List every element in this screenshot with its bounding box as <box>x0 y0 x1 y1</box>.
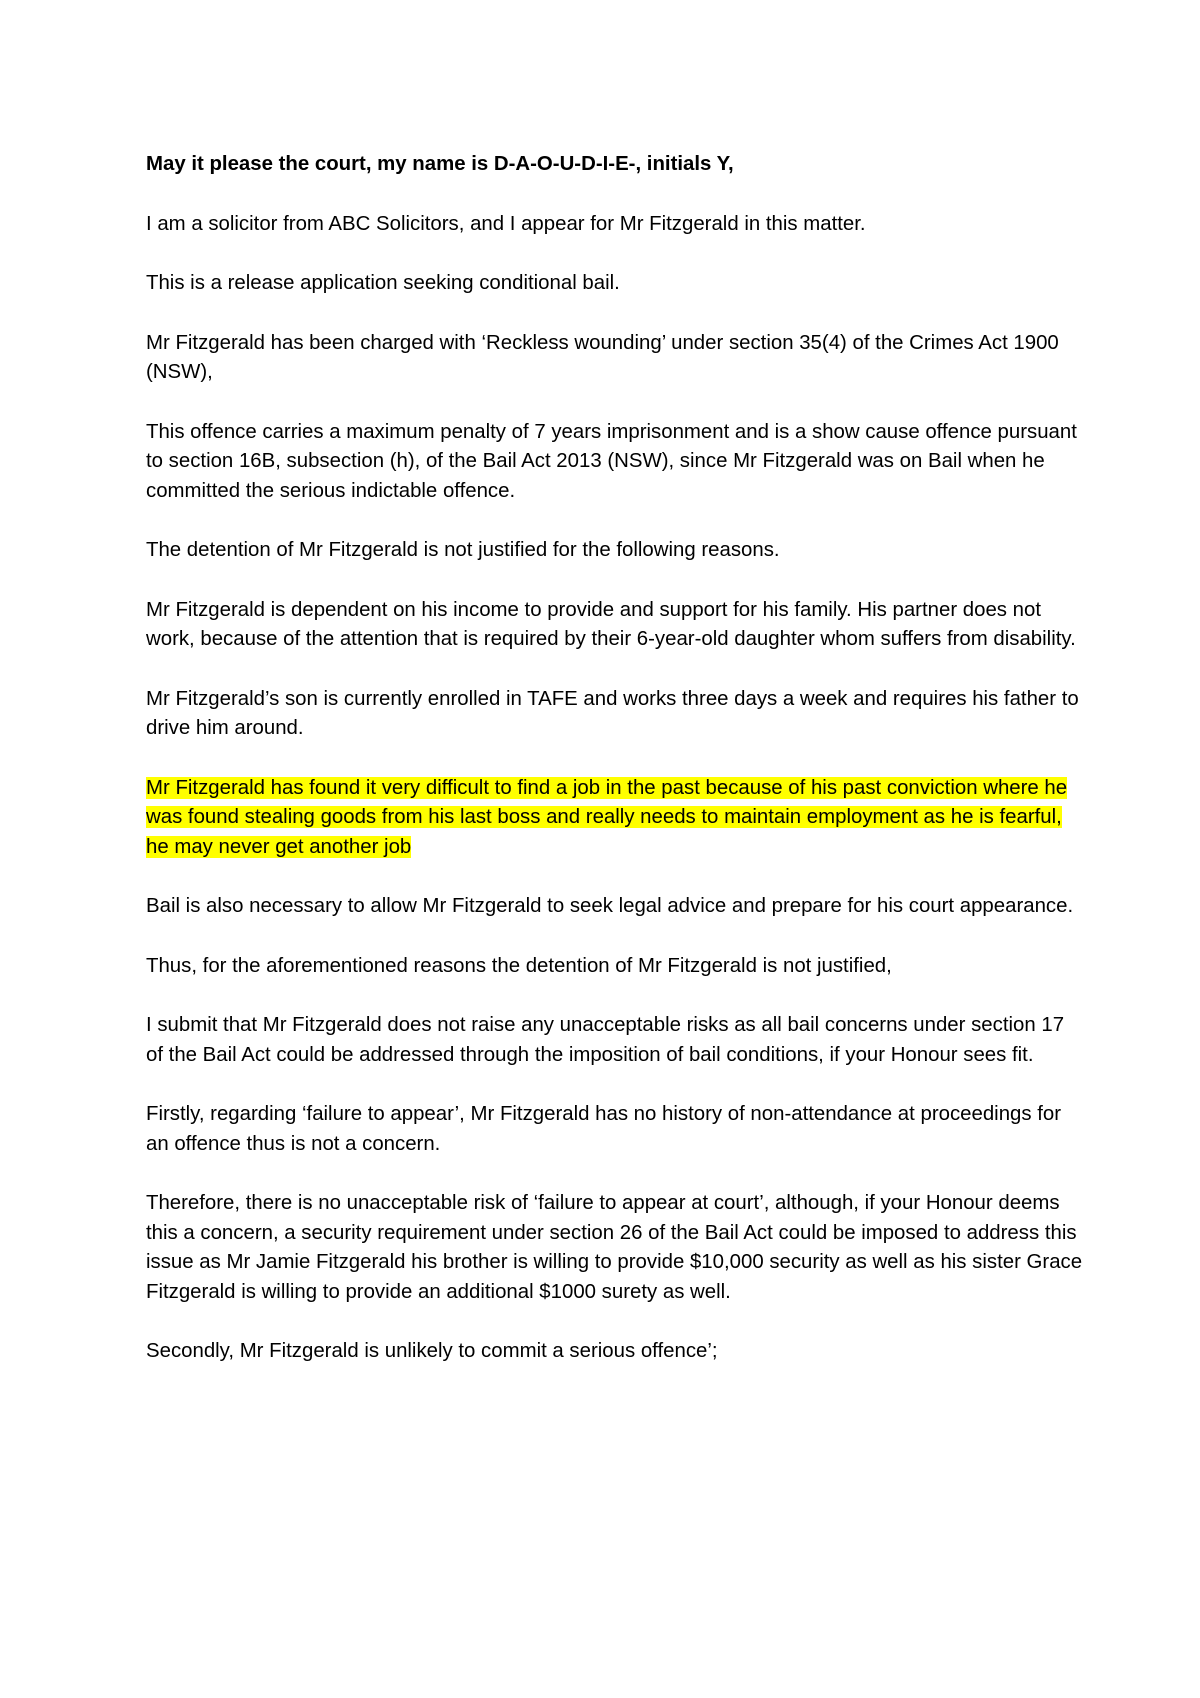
paragraph-text: Mr Fitzgerald’s son is currently enrolled in TAFE and works three days a week and requires his father to drive him around. <box>146 687 1079 739</box>
paragraph-text: May it please the court, my name is D-A-O-U-D-I-E-, initials Y, <box>146 153 734 175</box>
paragraph-application <box>146 269 1086 299</box>
paragraph-security-requirement <box>146 1189 1086 1307</box>
paragraph-charge <box>146 329 1086 388</box>
paragraph-text: Mr Fitzgerald is dependent on his income to provide and support for his family. His partner does not work, because of the attention that is required by their 6-year-old daughter whom suffers from disability. <box>146 598 1076 650</box>
paragraph-failure-to-appear <box>146 1100 1086 1159</box>
paragraph-text: Thus, for the aforementioned reasons the detention of Mr Fitzgerald is not justified, <box>146 954 892 977</box>
document-body <box>146 150 1086 1397</box>
paragraph-detention-not-justified <box>146 536 1086 566</box>
paragraph-son <box>146 685 1086 744</box>
paragraph-unacceptable-risks <box>146 1011 1086 1070</box>
paragraph-legal-advice <box>146 892 1086 922</box>
paragraph-employment-highlighted <box>146 774 1086 863</box>
paragraph-appearance <box>146 210 1086 240</box>
paragraph-text: Firstly, regarding ‘failure to appear’, Mr Fitzgerald has no history of non-attendance at proceedings for an offence thus is not a concern. <box>146 1103 1062 1155</box>
paragraph-text: This offence carries a maximum penalty of 7 years imprisonment and is a show cause offence pursuant to section 16B, subsection (h), of the Bail Act 2013 (NSW), since Mr Fitzgerald was on Bail when he committed the serious indictable offence. <box>146 420 1077 502</box>
paragraph-text: Secondly, Mr Fitzgerald is unlikely to commit a serious offence’; <box>146 1340 718 1362</box>
paragraph-family-income <box>146 596 1086 655</box>
paragraph-text: The detention of Mr Fitzgerald is not justified for the following reasons. <box>146 539 780 561</box>
paragraph-text: Therefore, there is no unacceptable risk of ‘failure to appear at court’, although, if your Honour deems this a concern, a security requirement under section 26 of the Bail Act could be imposed to address this issue as Mr Jamie Fitzgerald his brother is willing to provide $10,000 security as well as his sister Grace Fitzgerald is willing to provide an additional $1000 surety as well. <box>146 1192 1083 1303</box>
paragraph-introduction <box>146 150 1086 180</box>
paragraph-conclusion-detention <box>146 952 1086 982</box>
highlighted-text: Mr Fitzgerald has found it very difficult to find a job in the past because of his past conviction where he was found stealing goods from his last boss and really needs to maintain employment as he is fearful, he may never get another job <box>146 776 1068 858</box>
paragraph-show-cause <box>146 418 1086 507</box>
paragraph-text: I am a solicitor from ABC Solicitors, and I appear for Mr Fitzgerald in this matter. <box>146 212 866 235</box>
paragraph-text: I submit that Mr Fitzgerald does not raise any unacceptable risks as all bail concerns under section 17 of the Bail Act could be addressed through the imposition of bail conditions, if your Honour sees fit. <box>146 1014 1065 1066</box>
paragraph-text: This is a release application seeking conditional bail. <box>146 272 620 294</box>
paragraph-text: Mr Fitzgerald has been charged with ‘Reckless wounding’ under section 35(4) of the Crimes Act 1900 (NSW), <box>146 331 1059 383</box>
paragraph-text: Bail is also necessary to allow Mr Fitzgerald to seek legal advice and prepare for his court appearance. <box>146 895 1074 917</box>
paragraph-serious-offence <box>146 1337 1086 1367</box>
